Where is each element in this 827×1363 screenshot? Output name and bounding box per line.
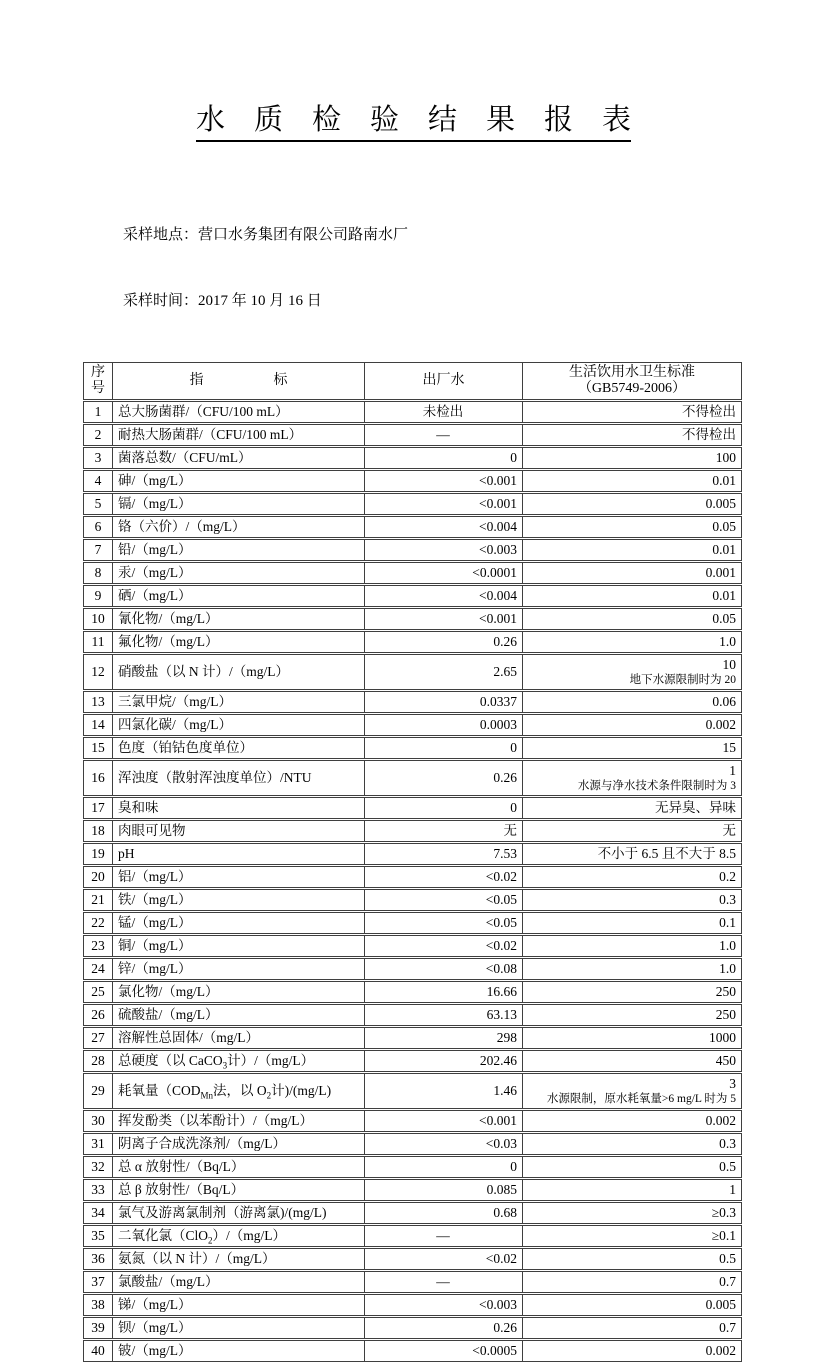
plant-water-value-cell: <0.05	[365, 889, 523, 911]
standard-cell: 无	[523, 820, 742, 842]
row-number-cell: 6	[83, 516, 113, 538]
standard-cell: 0.3	[523, 1133, 742, 1155]
table-row	[83, 447, 742, 469]
row-number-cell: 16	[83, 760, 113, 796]
indicator-cell: 耗氧量（$COD_{Mn}$法，以 $O_2$计)/(mg/L)	[113, 1073, 365, 1109]
standard-cell: 0.7	[523, 1271, 742, 1293]
indicator-cell: 铝/（mg/L）	[113, 866, 365, 888]
header-standard-line1: 生活饮用水卫生标准	[569, 365, 695, 380]
table-row	[83, 1340, 742, 1362]
plant-water-value-cell: 2.65	[365, 654, 523, 690]
header-plant-water: 出厂水	[365, 362, 523, 400]
table-row	[83, 889, 742, 911]
table-row	[83, 1027, 742, 1049]
standard-cell: 不小于 6.5 且不大于 8.5	[523, 843, 742, 865]
indicator-cell: 铬（六价）/（mg/L）	[113, 516, 365, 538]
table-row	[83, 760, 742, 796]
standard-cell: 0.2	[523, 866, 742, 888]
table-row	[83, 1133, 742, 1155]
indicator-cell: 二氧化氯（ClO$_2$）/（mg/L）	[113, 1225, 365, 1247]
table-row	[83, 562, 742, 584]
plant-water-value-cell: <0.0005	[365, 1340, 523, 1362]
table-row	[83, 737, 742, 759]
standard-cell: 0.5	[523, 1248, 742, 1270]
header-no: 序号	[83, 362, 113, 400]
indicator-cell: 铍/（mg/L）	[113, 1340, 365, 1362]
row-number-cell: 11	[83, 631, 113, 653]
sample-meta	[123, 180, 827, 356]
header-indicator: 指 标	[113, 362, 365, 400]
plant-water-value-cell: <0.001	[365, 493, 523, 515]
water-quality-table	[83, 361, 742, 1363]
row-number-cell: 1	[83, 401, 113, 423]
plant-water-value-cell: <0.004	[365, 585, 523, 607]
row-number-cell: 17	[83, 797, 113, 819]
indicator-cell: 铅/（mg/L）	[113, 539, 365, 561]
plant-water-value-cell: 0.26	[365, 631, 523, 653]
table-row	[83, 797, 742, 819]
row-number-cell: 19	[83, 843, 113, 865]
standard-cell: 10 地下水源限制时为 20	[523, 654, 742, 690]
plant-water-value-cell: 0	[365, 447, 523, 469]
plant-water-value-cell: <0.02	[365, 866, 523, 888]
table-header	[83, 362, 742, 400]
row-number-cell: 13	[83, 691, 113, 713]
indicator-cell: 硒/（mg/L）	[113, 585, 365, 607]
plant-water-value-cell: <0.001	[365, 1110, 523, 1132]
standard-cell: 15	[523, 737, 742, 759]
table-row	[83, 1110, 742, 1132]
row-number-cell: 14	[83, 714, 113, 736]
table-row	[83, 585, 742, 607]
indicator-cell: 硝酸盐（以 N 计）/（mg/L）	[113, 654, 365, 690]
row-number-cell: 25	[83, 981, 113, 1003]
indicator-cell: 溶解性总固体/（mg/L）	[113, 1027, 365, 1049]
plant-water-value-cell: 0	[365, 737, 523, 759]
indicator-cell: 耐热大肠菌群/（CFU/100 mL）	[113, 424, 365, 446]
row-number-cell: 40	[83, 1340, 113, 1362]
row-number-cell: 2	[83, 424, 113, 446]
indicator-cell: 挥发酚类（以苯酚计）/（mg/L）	[113, 1110, 365, 1132]
indicator-cell: 菌落总数/（CFU/mL）	[113, 447, 365, 469]
indicator-cell: 总 β 放射性/（Bq/L）	[113, 1179, 365, 1201]
table-row	[83, 516, 742, 538]
standard-cell: 0.01	[523, 539, 742, 561]
plant-water-value-cell: —	[365, 424, 523, 446]
table-row	[83, 539, 742, 561]
indicator-cell: 锰/（mg/L）	[113, 912, 365, 934]
indicator-cell: pH	[113, 843, 365, 865]
table-row	[83, 691, 742, 713]
table-row	[83, 981, 742, 1003]
indicator-cell: 四氯化碳/（mg/L）	[113, 714, 365, 736]
indicator-cell: 总 α 放射性/（Bq/L）	[113, 1156, 365, 1178]
plant-water-value-cell: 未检出	[365, 401, 523, 423]
row-number-cell: 12	[83, 654, 113, 690]
row-number-cell: 31	[83, 1133, 113, 1155]
sample-location: 采样地点：营口水务集团有限公司路南水厂	[123, 227, 409, 243]
table-row	[83, 1179, 742, 1201]
row-number-cell: 29	[83, 1073, 113, 1109]
plant-water-value-cell: 202.46	[365, 1050, 523, 1072]
standard-cell: 1.0	[523, 958, 742, 980]
indicator-cell: 氨氮（以 N 计）/（mg/L）	[113, 1248, 365, 1270]
table-row	[83, 958, 742, 980]
row-number-cell: 26	[83, 1004, 113, 1026]
table-row	[83, 424, 742, 446]
standard-cell: 不得检出	[523, 401, 742, 423]
table-row	[83, 1202, 742, 1224]
page-title	[0, 0, 827, 138]
plant-water-value-cell: 0.26	[365, 760, 523, 796]
table-row	[83, 714, 742, 736]
table-row	[83, 1050, 742, 1072]
header-standard-line2: （GB5749-2006）	[577, 381, 687, 396]
standard-cell: 0.05	[523, 608, 742, 630]
plant-water-value-cell: <0.004	[365, 516, 523, 538]
standard-cell: ≥0.3	[523, 1202, 742, 1224]
indicator-cell: 铁/（mg/L）	[113, 889, 365, 911]
table-row	[83, 866, 742, 888]
standard-cell: 250	[523, 1004, 742, 1026]
plant-water-value-cell: 0.26	[365, 1317, 523, 1339]
plant-water-value-cell: 0.68	[365, 1202, 523, 1224]
table-body	[83, 401, 742, 1362]
plant-water-value-cell: 0.0337	[365, 691, 523, 713]
row-number-cell: 22	[83, 912, 113, 934]
table-row	[83, 470, 742, 492]
standard-cell: 1.0	[523, 935, 742, 957]
standard-cell: 不得检出	[523, 424, 742, 446]
row-number-cell: 23	[83, 935, 113, 957]
indicator-cell: 铜/（mg/L）	[113, 935, 365, 957]
table-row	[83, 1271, 742, 1293]
standard-cell: 1000	[523, 1027, 742, 1049]
indicator-cell: 氯气及游离氯制剂（游离氯)/(mg/L)	[113, 1202, 365, 1224]
table-row	[83, 631, 742, 653]
standard-cell: 0.3	[523, 889, 742, 911]
standard-note: 水源限制，原水耗氧量>6 mg/L 时为 5	[546, 1093, 736, 1105]
row-number-cell: 33	[83, 1179, 113, 1201]
row-number-cell: 18	[83, 820, 113, 842]
standard-note: 水源与净水技术条件限制时为 3	[577, 780, 736, 792]
table-row	[83, 493, 742, 515]
indicator-cell: 色度（铂钴色度单位）	[113, 737, 365, 759]
standard-cell: 0.01	[523, 585, 742, 607]
plant-water-value-cell: <0.03	[365, 1133, 523, 1155]
row-number-cell: 5	[83, 493, 113, 515]
standard-cell: 3 水源限制，原水耗氧量>6 mg/L 时为 5	[523, 1073, 742, 1109]
indicator-cell: 臭和味	[113, 797, 365, 819]
standard-cell: 0.1	[523, 912, 742, 934]
row-number-cell: 7	[83, 539, 113, 561]
plant-water-value-cell: 63.13	[365, 1004, 523, 1026]
header-standard	[523, 362, 742, 400]
indicator-cell: 氯酸盐/（mg/L）	[113, 1271, 365, 1293]
plant-water-value-cell: <0.0001	[365, 562, 523, 584]
row-number-cell: 34	[83, 1202, 113, 1224]
indicator-cell: 氟化物/（mg/L）	[113, 631, 365, 653]
row-number-cell: 8	[83, 562, 113, 584]
indicator-cell: 锑/（mg/L）	[113, 1294, 365, 1316]
table-row	[83, 820, 742, 842]
table-row	[83, 654, 742, 690]
standard-cell: 0.002	[523, 1340, 742, 1362]
indicator-cell: 锌/（mg/L）	[113, 958, 365, 980]
plant-water-value-cell: 298	[365, 1027, 523, 1049]
indicator-cell: 三氯甲烷/（mg/L）	[113, 691, 365, 713]
row-number-cell: 21	[83, 889, 113, 911]
table-row	[83, 1156, 742, 1178]
plant-water-value-cell: 0.0003	[365, 714, 523, 736]
standard-cell: 无异臭、异味	[523, 797, 742, 819]
standard-note: 地下水源限制时为 20	[629, 674, 736, 686]
row-number-cell: 3	[83, 447, 113, 469]
plant-water-value-cell: <0.001	[365, 470, 523, 492]
standard-cell: 0.05	[523, 516, 742, 538]
table-row	[83, 608, 742, 630]
indicator-cell: 阴离子合成洗涤剂/（mg/L）	[113, 1133, 365, 1155]
standard-cell: 0.005	[523, 493, 742, 515]
row-number-cell: 28	[83, 1050, 113, 1072]
table-row	[83, 1248, 742, 1270]
plant-water-value-cell: <0.003	[365, 539, 523, 561]
standard-cell: 0.01	[523, 470, 742, 492]
table-row	[83, 401, 742, 423]
indicator-cell: 总硬度（以 CaCO$_3$计）/（mg/L）	[113, 1050, 365, 1072]
page-title-text: 水 质 检 验 结 果 报 表	[196, 104, 631, 142]
plant-water-value-cell: 无	[365, 820, 523, 842]
plant-water-value-cell: <0.003	[365, 1294, 523, 1316]
table-row	[83, 1294, 742, 1316]
plant-water-value-cell: <0.02	[365, 935, 523, 957]
row-number-cell: 24	[83, 958, 113, 980]
row-number-cell: 32	[83, 1156, 113, 1178]
plant-water-value-cell: 0.085	[365, 1179, 523, 1201]
table-row	[83, 1073, 742, 1109]
standard-cell: 0.002	[523, 1110, 742, 1132]
standard-cell: 1.0	[523, 631, 742, 653]
row-number-cell: 35	[83, 1225, 113, 1247]
indicator-cell: 浑浊度（散射浑浊度单位）/NTU	[113, 760, 365, 796]
plant-water-value-cell: <0.001	[365, 608, 523, 630]
standard-cell: 0.002	[523, 714, 742, 736]
indicator-cell: 肉眼可见物	[113, 820, 365, 842]
standard-cell: 1 水源与净水技术条件限制时为 3	[523, 760, 742, 796]
plant-water-value-cell: 7.53	[365, 843, 523, 865]
standard-cell: ≥0.1	[523, 1225, 742, 1247]
plant-water-value-cell: 16.66	[365, 981, 523, 1003]
plant-water-value-cell: <0.02	[365, 1248, 523, 1270]
indicator-cell: 硫酸盐/（mg/L）	[113, 1004, 365, 1026]
standard-cell: 100	[523, 447, 742, 469]
plant-water-value-cell: 0	[365, 1156, 523, 1178]
row-number-cell: 9	[83, 585, 113, 607]
row-number-cell: 38	[83, 1294, 113, 1316]
table-row	[83, 912, 742, 934]
standard-cell: 0.7	[523, 1317, 742, 1339]
table-row	[83, 935, 742, 957]
plant-water-value-cell: 0	[365, 797, 523, 819]
standard-cell: 250	[523, 981, 742, 1003]
row-number-cell: 10	[83, 608, 113, 630]
row-number-cell: 20	[83, 866, 113, 888]
plant-water-value-cell: —	[365, 1271, 523, 1293]
table-row	[83, 1225, 742, 1247]
indicator-cell: 钡/（mg/L）	[113, 1317, 365, 1339]
indicator-cell: 总大肠菌群/（CFU/100 mL）	[113, 401, 365, 423]
row-number-cell: 30	[83, 1110, 113, 1132]
standard-cell: 0.005	[523, 1294, 742, 1316]
row-number-cell: 36	[83, 1248, 113, 1270]
table-row	[83, 1317, 742, 1339]
indicator-cell: 汞/（mg/L）	[113, 562, 365, 584]
plant-water-value-cell: <0.05	[365, 912, 523, 934]
indicator-cell: 砷/（mg/L）	[113, 470, 365, 492]
row-number-cell: 4	[83, 470, 113, 492]
standard-cell: 450	[523, 1050, 742, 1072]
standard-cell: 0.5	[523, 1156, 742, 1178]
row-number-cell: 15	[83, 737, 113, 759]
plant-water-value-cell: <0.08	[365, 958, 523, 980]
standard-cell: 0.001	[523, 562, 742, 584]
standard-cell: 1	[523, 1179, 742, 1201]
row-number-cell: 27	[83, 1027, 113, 1049]
header-row	[83, 362, 742, 400]
plant-water-value-cell: —	[365, 1225, 523, 1247]
standard-cell: 0.06	[523, 691, 742, 713]
sample-time: 采样时间：2017 年 10 月 16 日	[123, 293, 322, 309]
table-row	[83, 843, 742, 865]
indicator-cell: 镉/（mg/L）	[113, 493, 365, 515]
plant-water-value-cell: 1.46	[365, 1073, 523, 1109]
indicator-cell: 氰化物/（mg/L）	[113, 608, 365, 630]
row-number-cell: 37	[83, 1271, 113, 1293]
indicator-cell: 氯化物/（mg/L）	[113, 981, 365, 1003]
row-number-cell: 39	[83, 1317, 113, 1339]
table-row	[83, 1004, 742, 1026]
